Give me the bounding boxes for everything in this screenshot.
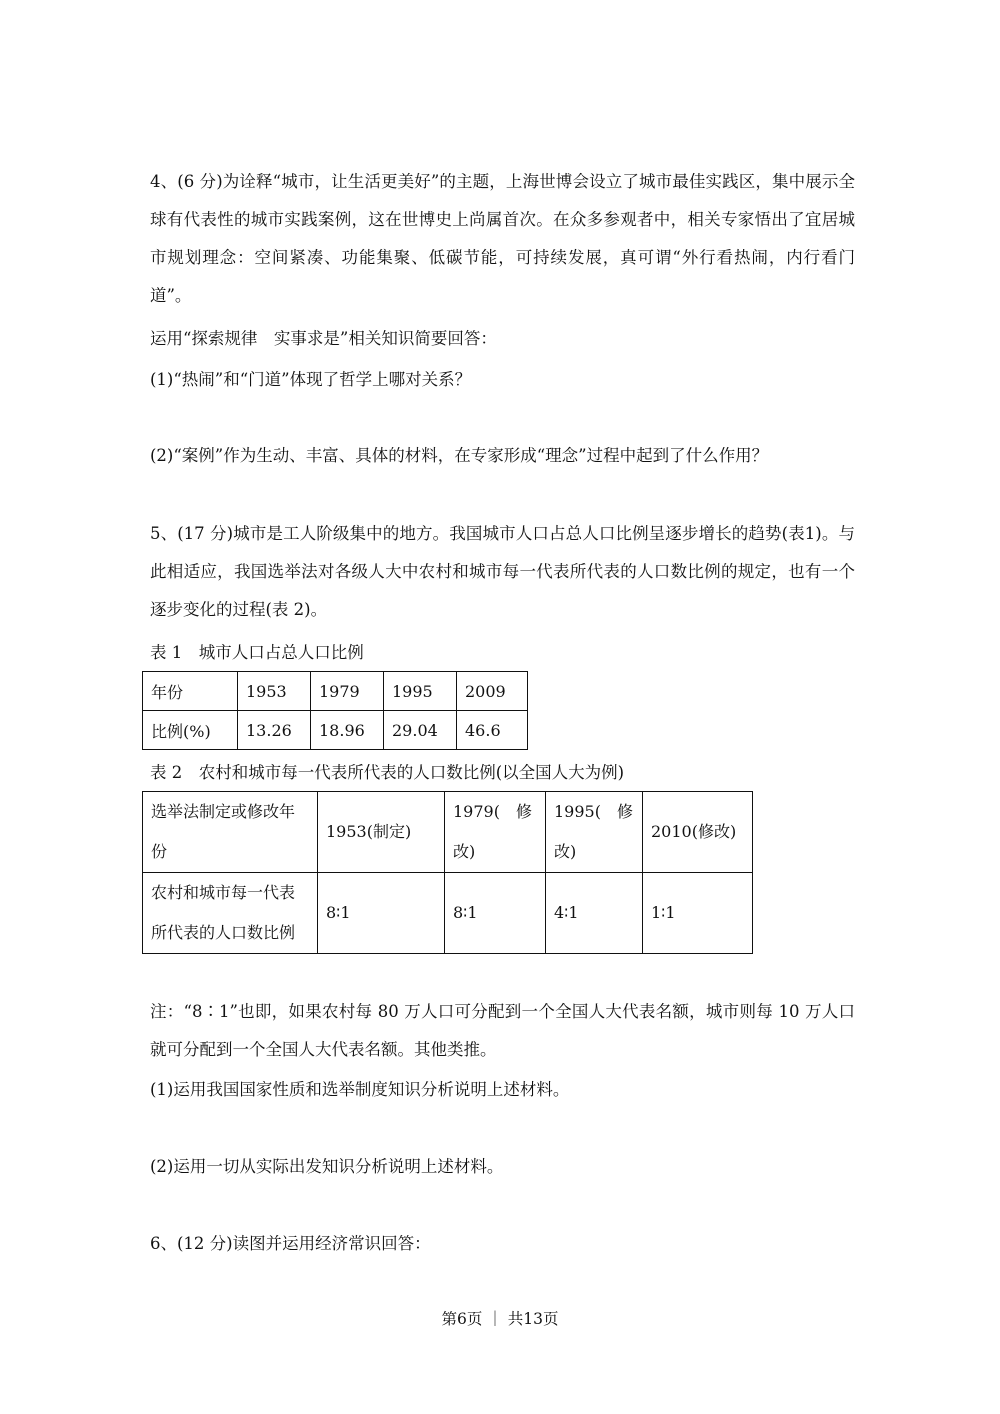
table-cell: 选举法制定或修改年份 [143, 792, 318, 873]
table-cell: 1953(制定) [318, 792, 445, 873]
question-4-body: 4、(6 分)为诠释“城市，让生活更美好”的主题，上海世博会设立了城市最佳实践区，集中展示全球有代表性的城市实践案例，这在世博史上尚属首次。在众多参观者中，相关专家悟出了宜居城市规划理念：空间紧凑、功能集聚、低碳节能，可持续发展，真可谓“外行看热闹，内行看门道”。 [150, 172, 855, 305]
table-cell: 1∶1 [643, 873, 753, 954]
table-cell: 8∶1 [318, 873, 445, 954]
table-cell: 1995 [384, 672, 457, 711]
table-cell: 1953 [238, 672, 311, 711]
table-cell: 4∶1 [546, 873, 643, 954]
page-footer: 第6页 ｜ 共13页 [441, 1310, 559, 1328]
table-cell: 1995( 修改) [546, 792, 643, 873]
table-row [143, 672, 528, 711]
table-cell: 1979 [311, 672, 384, 711]
table-cell: 农村和城市每一代表所代表的人口数比例 [143, 873, 318, 954]
table-cell: 8∶1 [445, 873, 546, 954]
table-1 [142, 671, 528, 750]
table-1-caption: 表 1 城市人口占总人口比例 [150, 643, 364, 662]
question-6-body: 6、(12 分)读图并运用经济常识回答： [150, 1234, 431, 1253]
table-cell: 2010(修改) [643, 792, 753, 873]
table-cell: 1979( 修改) [445, 792, 546, 873]
table-cell: 18.96 [311, 711, 384, 750]
table-2-caption: 表 2 农村和城市每一代表所代表的人口数比例(以全国人大为例) [150, 763, 625, 782]
question-4-sub2: (2)“案例”作为生动、丰富、具体的材料，在专家形成“理念”过程中起到了什么作用？ [150, 446, 769, 465]
table-cell: 年份 [143, 672, 238, 711]
question-5-sub1: (1)运用我国国家性质和选举制度知识分析说明上述材料。 [150, 1080, 570, 1099]
table-cell: 13.26 [238, 711, 311, 750]
question-5-body: 5、(17 分)城市是工人阶级集中的地方。我国城市人口占总人口比例呈逐步增长的趋势(表1)。与此相适应，我国选举法对各级人大中农村和城市每一代表所代表的人口数比例的规定，也有一个逐步变化的过程(表 2)。 [150, 524, 855, 619]
table-row [143, 792, 753, 873]
table-row [143, 711, 528, 750]
table-cell: 2009 [457, 672, 528, 711]
table-cell: 29.04 [384, 711, 457, 750]
table-row [143, 873, 753, 954]
question-4-sub1: (1)“热闹”和“门道”体现了哲学上哪对关系？ [150, 370, 472, 389]
table-note: 注：“8∶1”也即，如果农村每 80 万人口可分配到一个全国人大代表名额，城市则每 10 万人口就可分配到一个全国人大代表名额。其他类推。 [150, 1002, 855, 1059]
table-cell: 46.6 [457, 711, 528, 750]
question-4-instruction: 运用“探索规律 实事求是”相关知识简要回答： [150, 329, 497, 348]
table-2 [142, 791, 753, 954]
question-5-sub2: (2)运用一切从实际出发知识分析说明上述材料。 [150, 1157, 504, 1176]
table-cell: 比例(%) [143, 711, 238, 750]
